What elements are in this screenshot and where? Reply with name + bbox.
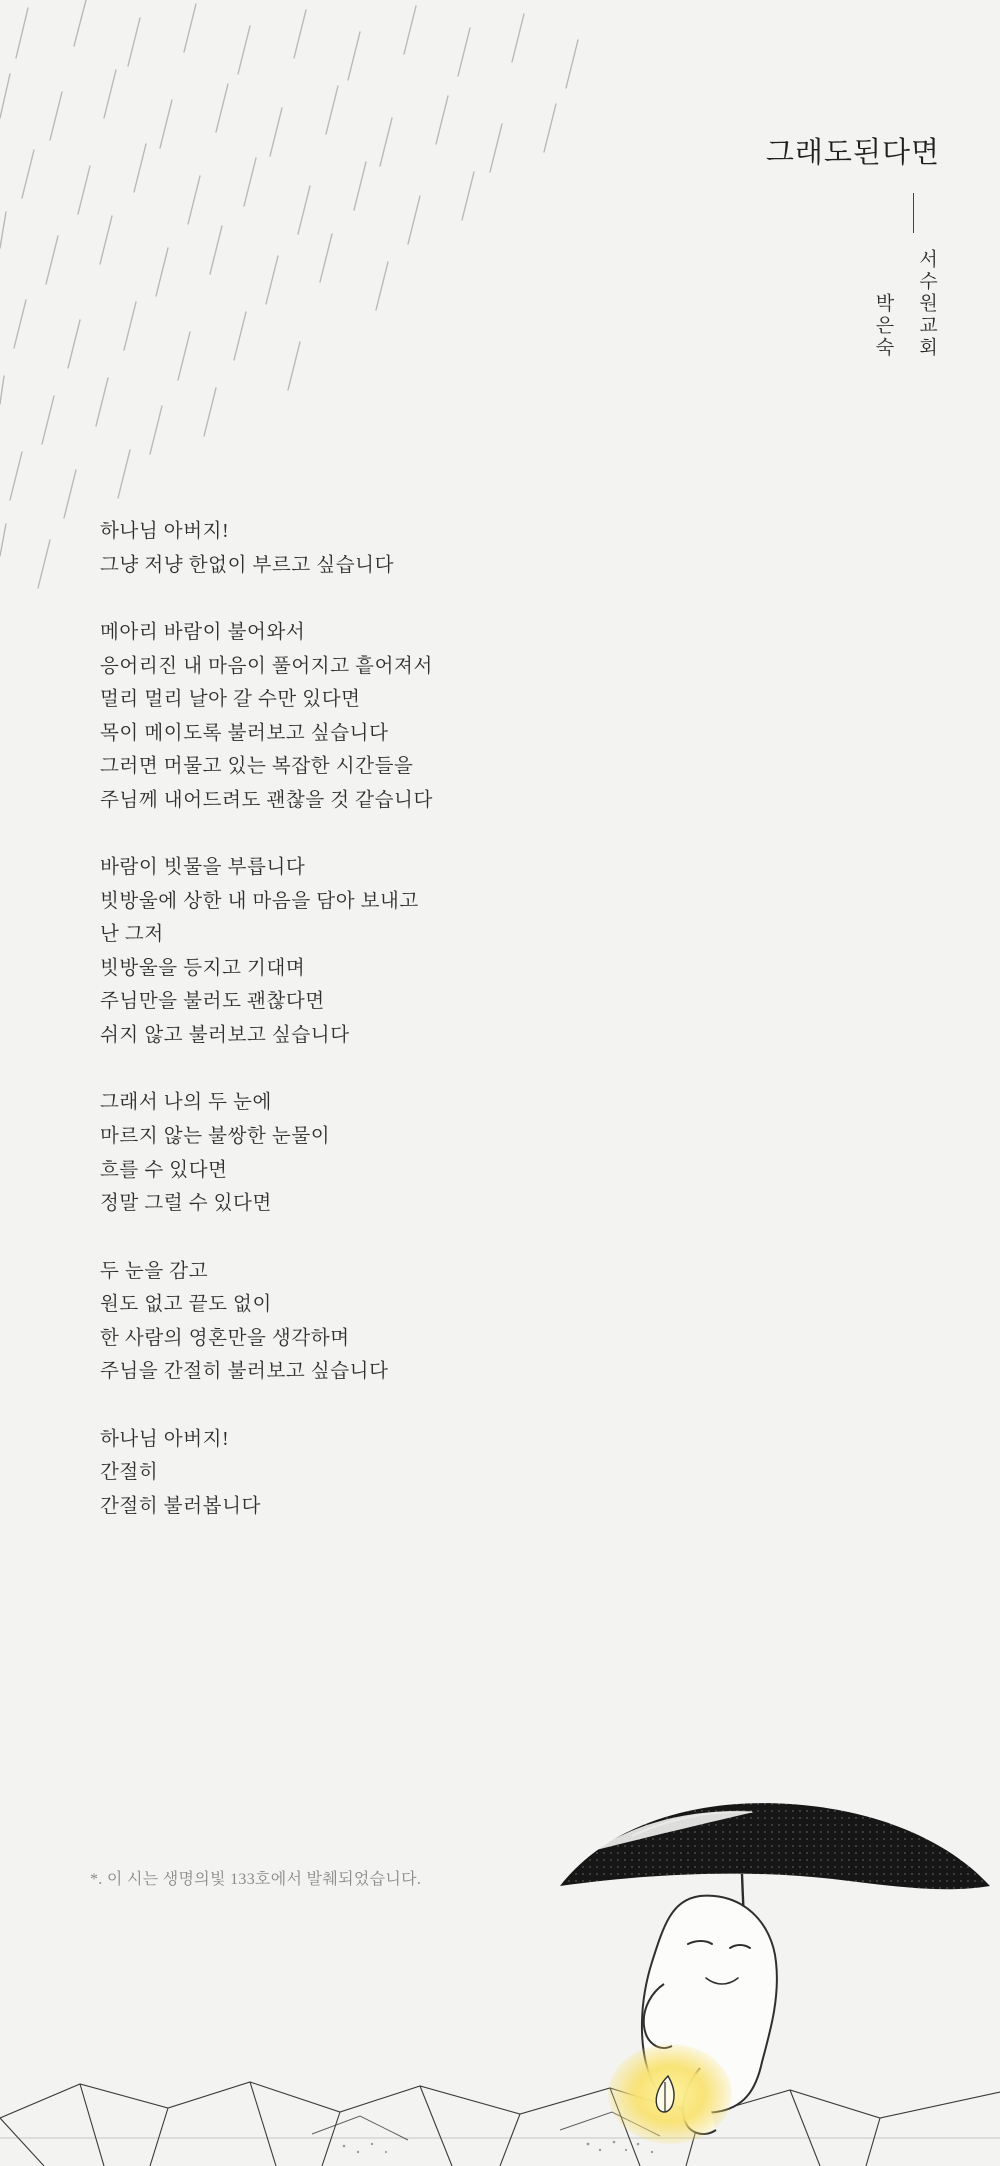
umbrella-icon [560, 1803, 990, 2061]
seated-figure [642, 1896, 777, 2134]
stanza [100, 1423, 740, 1524]
poem-line: 쉬지 않고 불러보고 싶습니다 [100, 1024, 350, 1046]
poem-line: 빗방울을 등지고 기대며 [100, 957, 306, 979]
page-title: 그래도된다면 [765, 137, 940, 169]
stanza [100, 1255, 740, 1389]
title-block [766, 130, 940, 359]
poem-line: 한 사람의 영혼만을 생각하며 [100, 1327, 350, 1349]
organization-name: 서수원교회 [916, 249, 937, 359]
author-name: 박은숙 [872, 293, 894, 359]
poem-line: 마르지 않는 불쌍한 눈물이 [100, 1125, 331, 1147]
poem-line: 빗방울에 상한 내 마음을 담아 보내고 [100, 890, 419, 912]
stanza [100, 616, 740, 817]
poem-line: 그냥 저냥 한없이 부르고 싶습니다 [100, 554, 395, 576]
poem-line: 하나님 아버지! [100, 521, 230, 542]
poem-line: 주님을 간절히 불러보고 싶습니다 [100, 1361, 389, 1383]
poem-line: 그러면 머물고 있는 복잡한 시간들을 [100, 756, 414, 778]
ground-lines [0, 2082, 1000, 2166]
poem-body [100, 515, 740, 1557]
bottom-illustration [0, 1746, 1000, 2166]
poem-line: 정말 그럴 수 있다면 [100, 1193, 272, 1215]
poem-line: 그래서 나의 두 눈에 [100, 1092, 272, 1114]
poem-line: 간절히 불러봅니다 [100, 1495, 261, 1517]
poem-line: 흐를 수 있다면 [100, 1159, 228, 1181]
poem-line: 하나님 아버지! [100, 1428, 230, 1450]
stanza [100, 515, 740, 582]
poem-line: 주님만을 불러도 괜찮다면 [100, 991, 325, 1013]
poem-line: 간절히 [100, 1462, 159, 1484]
poem-line: 멀리 멀리 날아 갈 수만 있다면 [100, 689, 361, 711]
title-divider [913, 193, 914, 233]
poem-line: 바람이 빗물을 부릅니다 [100, 857, 306, 879]
stanza [100, 851, 740, 1052]
poem-line: 목이 메이도록 불러보고 싶습니다 [100, 722, 389, 744]
poem-line: 두 눈을 감고 [100, 1260, 209, 1282]
poem-line: 메아리 바람이 불어와서 [100, 622, 306, 644]
stanza [100, 1086, 740, 1220]
poem-line: 응어리진 내 마음이 풀어지고 흩어져서 [100, 655, 433, 677]
poem-line: 난 그저 [100, 924, 164, 946]
poem-line: 원도 없고 끝도 없이 [100, 1294, 272, 1316]
byline [766, 249, 940, 359]
poem-line: 주님께 내어드려도 괜찮을 것 같습니다 [100, 789, 433, 811]
lantern-glow [608, 2044, 732, 2144]
footnote: *. 이 시는 생명의빛 133호에서 발췌되었습니다. [90, 1871, 422, 1888]
